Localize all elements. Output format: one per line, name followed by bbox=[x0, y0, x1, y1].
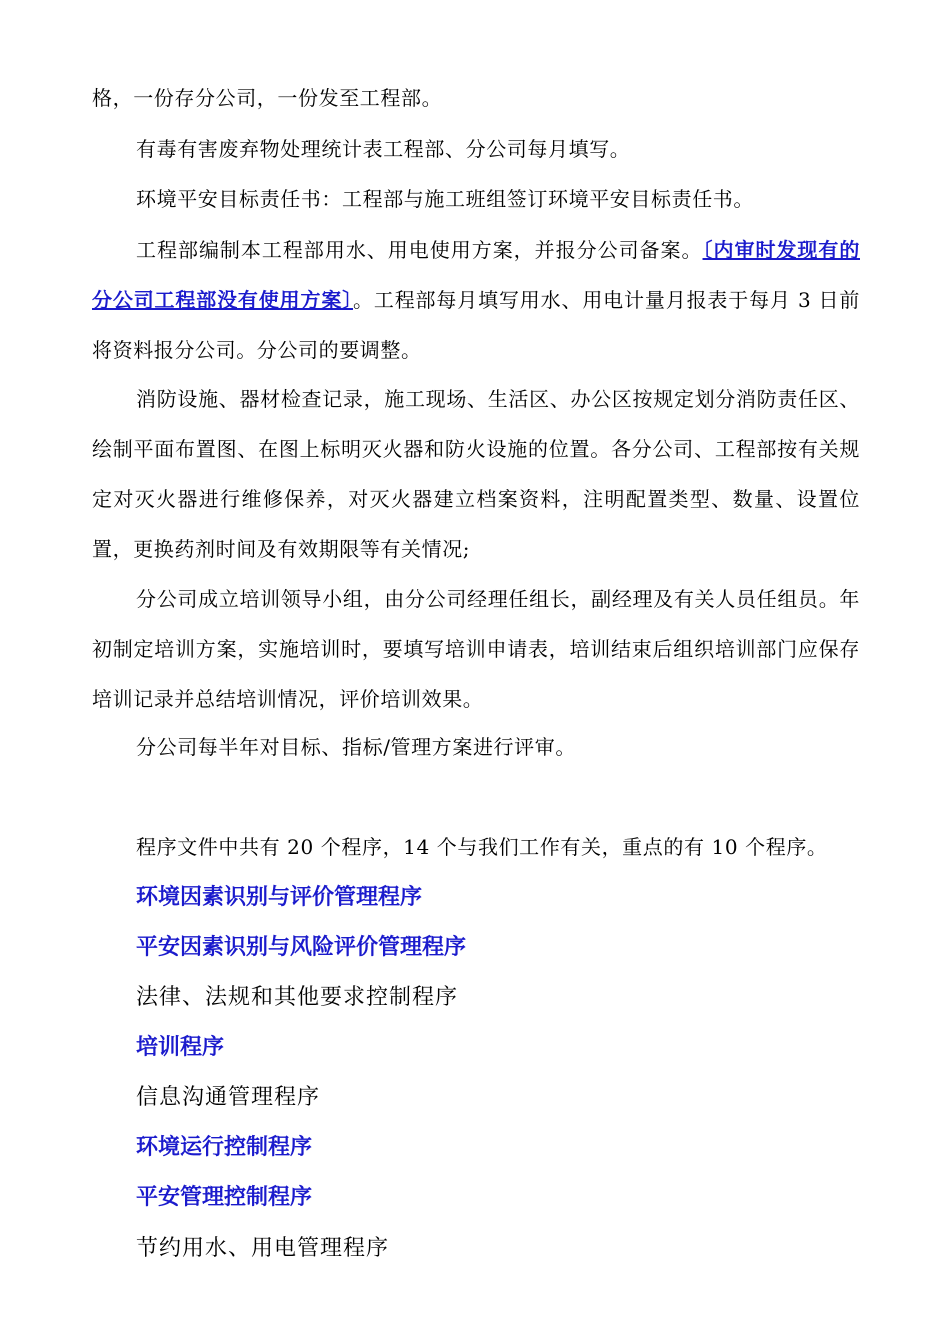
paragraph-review: 分公司每半年对目标、指标/管理方案进行评审。 bbox=[136, 735, 576, 759]
program-item: 法律、法规和其他要求控制程序 bbox=[136, 985, 459, 1010]
program-item: 节约用水、用电管理程序 bbox=[136, 1236, 390, 1261]
program-item: 环境运行控制程序 bbox=[136, 1135, 313, 1160]
paragraph-continuation: 格，一份存分公司，一份发至工程部。 bbox=[92, 86, 443, 110]
water-power-plan-text: 工程部编制本工程部用水、用电使用方案，并报分公司备案。 bbox=[136, 238, 703, 262]
paragraph-responsibility-letter: 环境平安目标责任书：工程部与施工班组签订环境平安目标责任书。 bbox=[136, 187, 754, 211]
paragraph-hazardous-waste: 有毒有害废弃物处理统计表工程部、分公司每月填写。 bbox=[136, 137, 631, 161]
program-item: 信息沟通管理程序 bbox=[136, 1085, 321, 1110]
program-item: 环境因素识别与评价管理程序 bbox=[136, 885, 423, 910]
paragraph-water-power-plan bbox=[92, 225, 860, 375]
water-power-report-text: 。工程部每月填写用水、用电计量月报表于每月 3 日前将资料报分公司。分公司的要调整。 bbox=[92, 288, 860, 362]
paragraph-fire-equipment: 消防设施、器材检查记录，施工现场、生活区、办公区按规定划分消防责任区、绘制平面布置图、在图上标明灭火器和防火设施的位置。各分公司、工程部按有关规定对灭火器进行维修保养，对灭火器建立档案资料，注明配置类型、数量、设置位置，更换药剂时间及有效期限等有关情况; bbox=[92, 387, 860, 561]
paragraph-program-count: 程序文件中共有 20 个程序，14 个与我们工作有关，重点的有 10 个程序。 bbox=[136, 835, 828, 859]
paragraph-training: 分公司成立培训领导小组，由分公司经理任组长，副经理及有关人员任组员。年初制定培训方案，实施培训时，要填写培训申请表，培训结束后组织培训部门应保存培训记录并总结培训情况，评价培训效果。 bbox=[92, 587, 860, 711]
program-item: 培训程序 bbox=[136, 1035, 225, 1060]
program-item: 平安因素识别与风险评价管理程序 bbox=[136, 935, 467, 960]
program-item: 平安管理控制程序 bbox=[136, 1185, 313, 1210]
internal-audit-note: 〔内审时发现有的分公司工程部没有使用方案〕 bbox=[92, 238, 860, 312]
